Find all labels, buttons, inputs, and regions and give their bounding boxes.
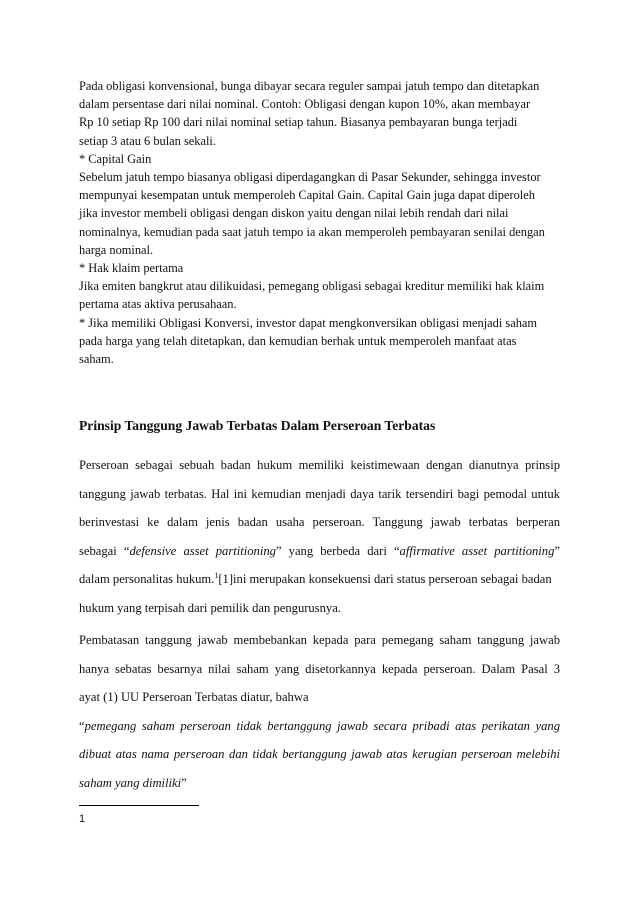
bullet-capital-gain: * Capital Gain [79, 151, 152, 166]
footnote-divider [79, 805, 199, 806]
bullet-obligasi-konversi: * Jika memiliki Obligasi Konversi, investor dapat mengkonversikan obligasi menjadi saham [79, 315, 538, 330]
section-heading: Prinsip Tanggung Jawab Terbatas Dalam Perseroan Terbatas [79, 418, 436, 433]
text-span: sebagai “ [79, 543, 130, 558]
text-span: ” yang berbeda dari “ [275, 543, 400, 558]
italic-term: affirmative asset partitioning [399, 543, 555, 558]
text-line: mempunyai kesempatan untuk memperoleh Capital Gain. Capital Gain juga dapat diperoleh [79, 188, 535, 203]
italic-term: defensive asset partitioning [129, 543, 276, 558]
text-line: nominalnya, kemudian pada saat jatuh tempo ia akan memperoleh pembayaran senilai dengan [79, 224, 545, 239]
paragraph-line: Pembatasan tanggung jawab membebankan kepada para pemegang saham tanggung jawab [79, 633, 560, 647]
paragraph-line: hanya sebatas besarnya nilai saham yang disetorkannya kepada perseroan. Dalam Pasal 3 [79, 661, 560, 676]
quote-text: dibuat atas nama perseroan dan tidak bertanggung jawab atas kerugian perseroan melebihi [79, 747, 560, 761]
text-line: harga nominal. [79, 242, 154, 257]
footnote-ref[interactable]: 1 [214, 570, 219, 580]
paragraph-line: berinvestasi ke dalam jenis badan usaha perseroan. Tanggung jawab terbatas berperan [79, 515, 560, 529]
text-line: Pada obligasi konvensional, bunga dibayar secara reguler sampai jatuh tempo dan ditetapkan [79, 79, 540, 93]
text-line: Jika emiten bangkrut atau dilikuidasi, pemegang obligasi sebagai kreditur memiliki hak klaim [79, 279, 545, 294]
text-line: Sebelum jatuh tempo biasanya obligasi diperdagangkan di Pasar Sekunder, sehingga investor [79, 170, 541, 185]
text-line: pertama atas aktiva perusahaan. [79, 297, 237, 312]
paragraph-line: ayat (1) UU Perseroan Terbatas diatur, bahwa [79, 690, 309, 704]
text-span: [1]ini merupakan konsekuensi dari status perseroan sebagai badan [218, 572, 552, 586]
quote-line [79, 740, 560, 769]
paragraph-line: tanggung jawab terbatas. Hal ini kemudian menjadi daya tarik tersendiri bagi pemodal untuk [79, 486, 560, 501]
bullet-hak-klaim: * Hak klaim pertama [79, 261, 184, 276]
text-line: jika investor membeli obligasi dengan diskon yaitu dengan nilai lebih rendah dari nilai [79, 206, 509, 221]
section-body [79, 451, 560, 797]
text-line: saham. [79, 352, 114, 367]
paragraph-line: hukum yang terpisah dari pemilik dan pengurusnya. [79, 600, 341, 615]
paragraph-line: Perseroan sebagai sebuah badan hukum memiliki keistimewaan dengan dianutnya prinsip [79, 458, 560, 472]
text-line: pada harga yang telah ditetapkan, dan kemudian berhak untuk memperoleh manfaat atas [79, 333, 517, 348]
text-line: dalam persentase dari nilai nominal. Contoh: Obligasi dengan kupon 10%, akan membayar [79, 97, 531, 112]
text-span: ” [554, 543, 560, 558]
paragraph-line-italic-terms [79, 537, 560, 566]
quote-text: saham yang dimiliki [79, 775, 182, 790]
footnote-number: 1 [79, 813, 86, 825]
text-span: dalam personalitas hukum. [79, 572, 215, 586]
quote-mark: ” [181, 775, 187, 790]
quote-text: pemegang saham perseroan tidak bertanggung jawab secara pribadi atas perikatan yang [84, 718, 560, 733]
bond-text-block [79, 77, 567, 368]
text-line: setiap 3 atau 6 bulan sekali. [79, 133, 216, 148]
paragraph-line-footnote [79, 565, 560, 594]
quote-line [79, 712, 560, 741]
quote-line [79, 769, 560, 798]
quote-mark: “ [79, 718, 85, 733]
text-line: Rp 10 setiap Rp 100 dari nilai nominal setiap tahun. Biasanya pembayaran bunga terjadi [79, 115, 518, 130]
